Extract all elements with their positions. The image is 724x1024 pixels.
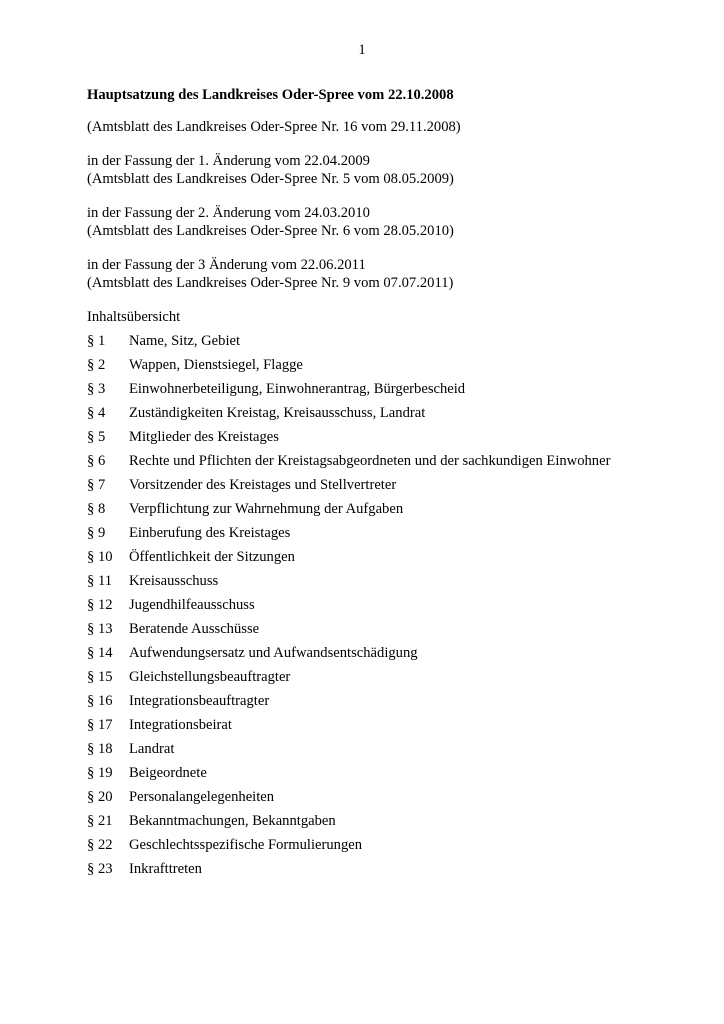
toc-row [87,572,707,596]
amtsblatt-original: (Amtsblatt des Landkreises Oder-Spree Nr. 16 vom 29.11.2008) [87,119,461,135]
toc-section-number: § 19 [87,765,113,781]
toc-row [87,644,707,668]
toc-row [87,428,707,452]
amendment-1 [87,152,707,188]
amendment-amtsblatt: (Amtsblatt des Landkreises Oder-Spree Nr. 9 vom 07.07.2011) [87,275,454,291]
toc-section-number: § 4 [87,405,106,421]
toc-section-title: Beigeordnete [129,765,207,781]
toc-section-title: Öffentlichkeit der Sitzungen [129,549,295,565]
toc-section-title: Geschlechtsspezifische Formulierungen [129,837,363,853]
toc-section-number: § 13 [87,621,113,637]
toc-row [87,380,707,404]
amendment-2 [87,204,707,240]
toc-section-title: Verpflichtung zur Wahrnehmung der Aufgaben [129,501,404,517]
toc-section-number: § 10 [87,549,113,565]
toc-row [87,812,707,836]
toc-section-number: § 23 [87,861,113,877]
table-of-contents [87,332,707,884]
toc-section-title: Vorsitzender des Kreistages und Stellvertreter [129,477,397,493]
toc-section-title: Gleichstellungsbeauftragter [129,669,291,685]
toc-row [87,716,707,740]
amendment-fassung: in der Fassung der 1. Änderung vom 22.04.2009 [87,153,370,169]
toc-section-title: Mitglieder des Kreistages [129,429,279,445]
toc-section-number: § 9 [87,525,106,541]
toc-section-number: § 22 [87,837,113,853]
amendment-amtsblatt: (Amtsblatt des Landkreises Oder-Spree Nr. 5 vom 08.05.2009) [87,171,454,187]
toc-section-number: § 8 [87,501,106,517]
toc-section-number: § 3 [87,381,106,397]
toc-row [87,620,707,644]
toc-section-title: Rechte und Pflichten der Kreistagsabgeordneten und der sachkundigen Einwohner [129,453,611,469]
toc-row [87,500,707,524]
toc-section-number: § 15 [87,669,113,685]
toc-section-number: § 7 [87,477,106,493]
amendment-fassung: in der Fassung der 3 Änderung vom 22.06.2011 [87,257,366,273]
page-number: 1 [358,42,366,58]
toc-section-title: Landrat [129,741,175,757]
toc-section-title: Beratende Ausschüsse [129,621,260,637]
toc-row [87,452,707,476]
toc-section-number: § 20 [87,789,113,805]
amendment-3 [87,256,707,292]
toc-section-title: Einberufung des Kreistages [129,525,291,541]
toc-row [87,740,707,764]
toc-section-title: Integrationsbeirat [129,717,232,733]
toc-row [87,332,707,356]
toc-section-number: § 14 [87,645,113,661]
toc-section-number: § 21 [87,813,113,829]
toc-row [87,476,707,500]
toc-section-number: § 17 [87,717,113,733]
toc-row [87,596,707,620]
toc-row [87,860,707,884]
toc-row [87,836,707,860]
toc-section-title: Zuständigkeiten Kreistag, Kreisausschuss, Landrat [129,405,426,421]
toc-section-title: Jugendhilfeausschuss [129,597,255,613]
toc-section-number: § 11 [87,573,112,589]
toc-section-number: § 1 [87,333,106,349]
toc-section-number: § 2 [87,357,106,373]
toc-row [87,692,707,716]
toc-section-number: § 6 [87,453,106,469]
toc-row [87,764,707,788]
toc-row [87,548,707,572]
toc-row [87,356,707,380]
toc-section-title: Name, Sitz, Gebiet [129,333,241,349]
toc-row [87,404,707,428]
amendment-fassung: in der Fassung der 2. Änderung vom 24.03.2010 [87,205,370,221]
amendment-amtsblatt: (Amtsblatt des Landkreises Oder-Spree Nr. 6 vom 28.05.2010) [87,223,454,239]
toc-section-number: § 18 [87,741,113,757]
toc-row [87,668,707,692]
toc-section-title: Kreisausschuss [129,573,219,589]
toc-section-number: § 12 [87,597,113,613]
toc-section-number: § 5 [87,429,106,445]
toc-section-title: Wappen, Dienstsiegel, Flagge [129,357,303,373]
toc-section-title: Inkrafttreten [129,861,202,877]
toc-heading: Inhaltsübersicht [87,309,181,325]
toc-section-title: Aufwendungsersatz und Aufwandsentschädigung [129,645,418,661]
document-title: Hauptsatzung des Landkreises Oder-Spree vom 22.10.2008 [87,87,454,103]
toc-section-title: Einwohnerbeteiligung, Einwohnerantrag, Bürgerbescheid [129,381,466,397]
toc-section-title: Bekanntmachungen, Bekanntgaben [129,813,336,829]
document-body [87,86,707,884]
toc-section-number: § 16 [87,693,113,709]
toc-row [87,788,707,812]
toc-section-title: Integrationsbeauftragter [129,693,270,709]
toc-row [87,524,707,548]
toc-section-title: Personalangelegenheiten [129,789,275,805]
